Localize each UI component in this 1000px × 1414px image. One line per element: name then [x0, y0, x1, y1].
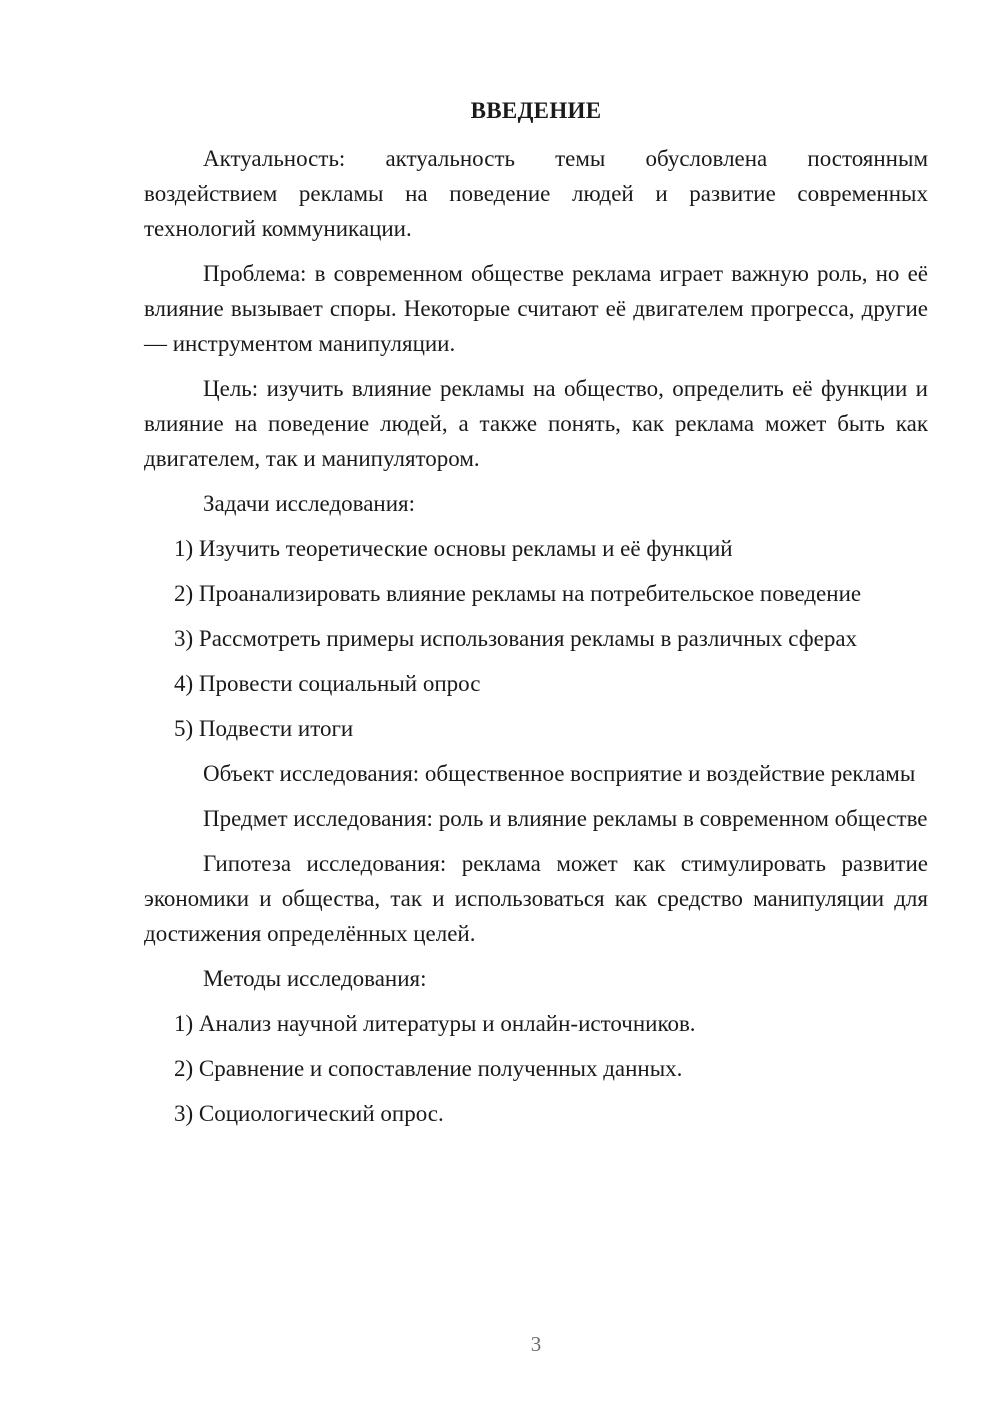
- task-item: 3) Рассмотреть примеры использования рекламы в различных сферах: [174, 626, 858, 651]
- method-item: 2) Сравнение и сопоставление полученных данных.: [174, 1056, 683, 1081]
- task-item: 5) Подвести итоги: [174, 716, 354, 741]
- tasks-title: Задачи исследования:: [203, 491, 416, 516]
- subject-paragraph: Предмет исследования: роль и влияние рекламы в современном обществе: [203, 806, 928, 831]
- goal-paragraph: Цель: изучить влияние рекламы на общество, определить её функции и влияние на поведение людей, а также понять, как реклама может быть как двигателем, так и манипулятором.: [144, 376, 928, 471]
- page-content: [144, 141, 928, 1141]
- task-item: 1) Изучить теоретические основы рекламы и её функций: [174, 536, 733, 561]
- method-item: 3) Социологический опрос.: [174, 1101, 444, 1126]
- methods-title: Методы исследования:: [203, 966, 427, 991]
- page-number: 3: [530, 1332, 542, 1356]
- method-item: 1) Анализ научной литературы и онлайн-источников.: [174, 1011, 696, 1036]
- problem-paragraph: Проблема: в современном обществе реклама играет важную роль, но её влияние вызывает споры. Некоторые считают её двигателем прогресса, другие — инструментом манипуляции.: [144, 261, 928, 356]
- page-heading: ВВЕДЕНИЕ: [470, 98, 602, 123]
- hypothesis-paragraph: Гипотеза исследования: реклама может как стимулировать развитие экономики и общества, так и использоваться как средство манипуляции для достижения определённых целей.: [144, 851, 928, 946]
- object-paragraph: Объект исследования: общественное восприятие и воздействие рекламы: [203, 761, 916, 786]
- relevance-paragraph: Актуальность: актуальность темы обусловлена постоянным воздействием рекламы на поведение людей и развитие современных технологий коммуникации.: [144, 146, 928, 241]
- task-item: 4) Провести социальный опрос: [174, 671, 481, 696]
- task-item: 2) Проанализировать влияние рекламы на потребительское поведение: [174, 581, 862, 606]
